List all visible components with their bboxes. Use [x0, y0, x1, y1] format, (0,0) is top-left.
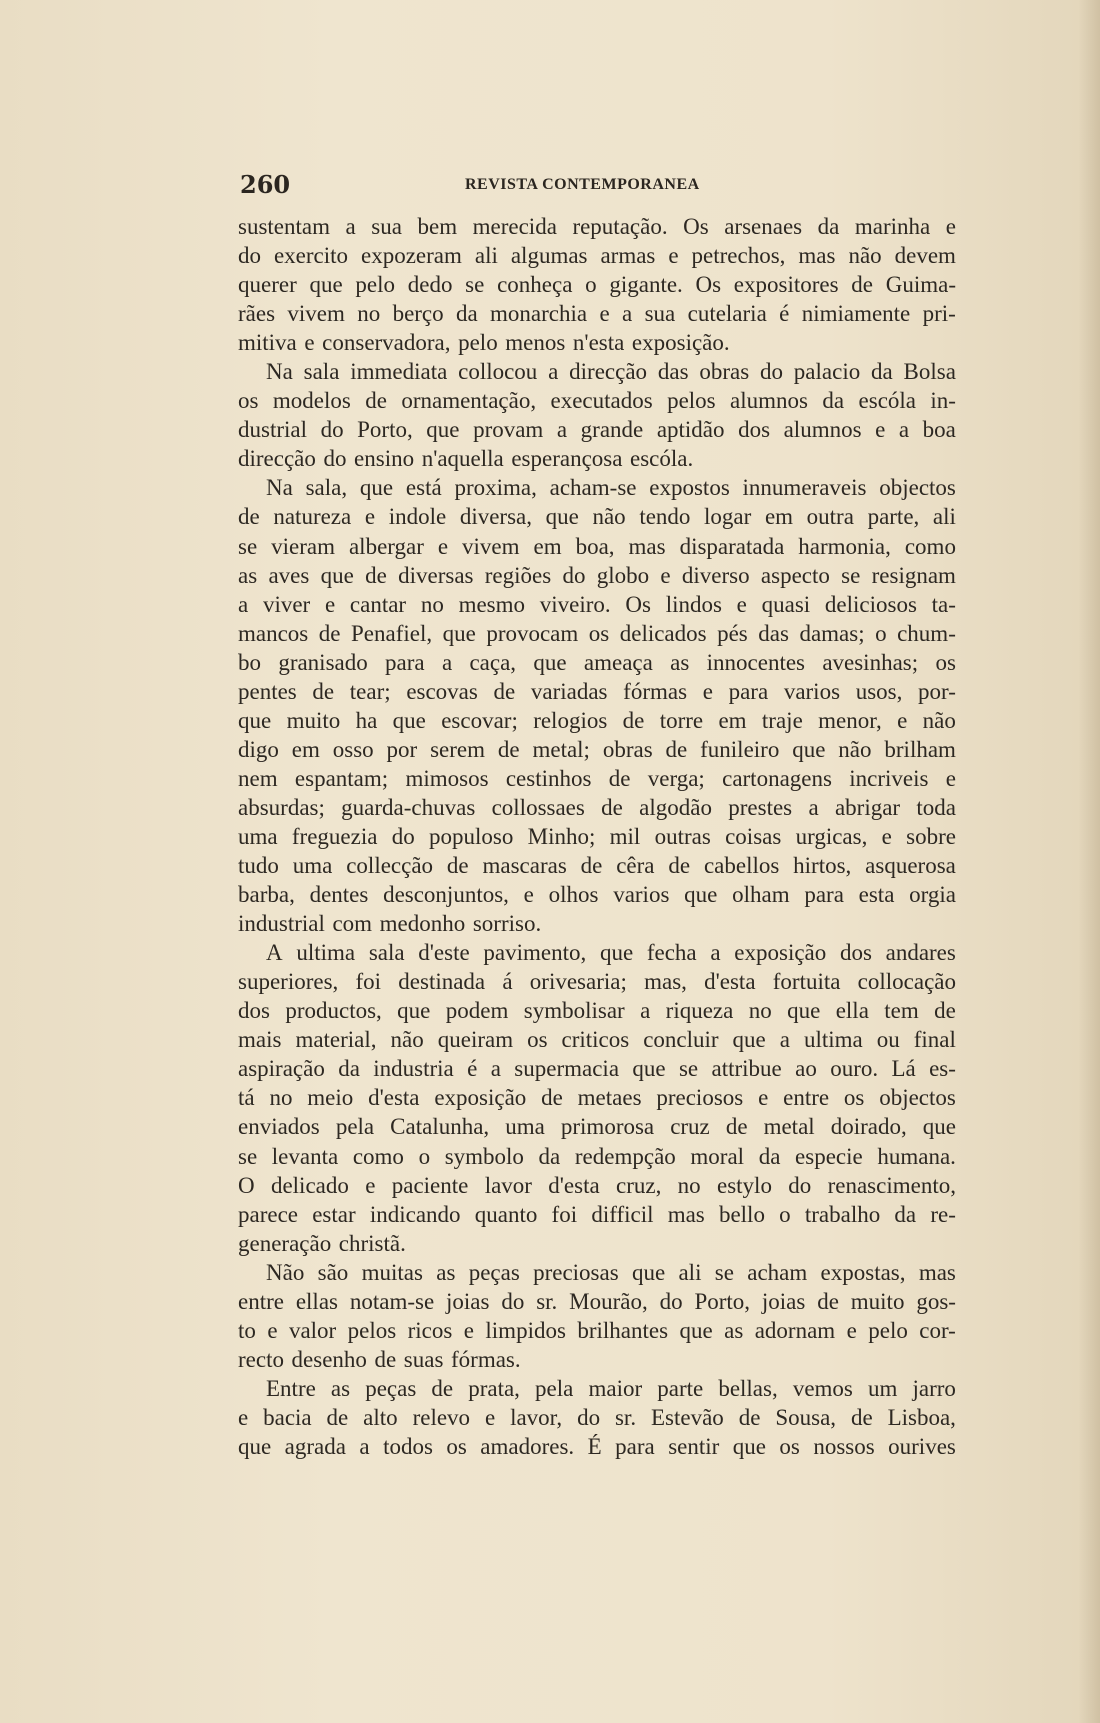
text-line: parece estar indicando quanto foi difficil mas bello o trabalho da re- — [238, 1201, 956, 1227]
text-line: direcção do ensino n'aquella esperançosa escóla. — [238, 446, 694, 472]
text-line: O delicado e paciente lavor d'esta cruz, no estylo do renascimento, — [238, 1172, 956, 1198]
text-line: bo granisado para a caça, que ameaça as innocentes avesinhas; os — [238, 649, 956, 675]
text-line: superiores, foi destinada á orivesaria; mas, d'esta fortuita collocação — [238, 969, 956, 995]
running-title: REVISTA CONTEMPORANEA — [465, 176, 700, 193]
text-line: tá no meio d'esta exposição de metaes preciosos e entre os objectos — [238, 1085, 956, 1111]
text-line: mancos de Penafiel, que provocam os delicados pés das damas; o chum- — [238, 620, 956, 646]
text-line: querer que pelo dedo se conheça o gigante. Os expositores de Guima- — [238, 272, 956, 298]
text-line: Na sala immediata collocou a direcção das obras do palacio da Bolsa — [266, 359, 956, 385]
text-line: os modelos de ornamentação, executados pelos alumnos da escóla in- — [238, 388, 956, 414]
body-text — [238, 212, 956, 1461]
text-line: generação christã. — [238, 1230, 406, 1256]
page-header — [240, 170, 956, 200]
text-line: uma freguezia do populoso Minho; mil outras coisas urgicas, e sobre — [238, 823, 956, 849]
text-line: a viver e cantar no mesmo viveiro. Os lindos e quasi deliciosos ta- — [238, 591, 956, 617]
text-line: as aves que de diversas regiões do globo e diverso aspecto se resignam — [238, 562, 956, 588]
text-line: dustrial do Porto, que provam a grande aptidão dos alumnos e a boa — [238, 417, 956, 443]
text-line: e bacia de alto relevo e lavor, do sr. Estevão de Sousa, de Lisboa, — [238, 1404, 956, 1430]
text-line: mitiva e conservadora, pelo menos n'esta exposição. — [238, 330, 730, 356]
text-line: de natureza e indole diversa, que não tendo logar em outra parte, ali — [238, 504, 956, 530]
text-line: que muito ha que escovar; relogios de torre em traje menor, e não — [238, 707, 956, 733]
text-line: industrial com medonho sorriso. — [238, 911, 542, 937]
text-line: mais material, não queiram os criticos concluir que a ultima ou final — [238, 1027, 956, 1053]
text-line: nem espantam; mimosos cestinhos de verga; cartonagens incriveis e — [238, 765, 956, 791]
page-number: 260 — [240, 170, 291, 199]
text-line: recto desenho de suas fórmas. — [238, 1346, 521, 1372]
text-line: Não são muitas as peças preciosas que ali se acham expostas, mas — [266, 1259, 956, 1285]
text-line: Na sala, que está proxima, acham-se expostos innumeraveis objectos — [266, 475, 956, 501]
text-line: sustentam a sua bem merecida reputação. Os arsenaes da marinha e — [238, 214, 956, 239]
text-line: rães vivem no berço da monarchia e a sua cutelaria é nimiamente pri- — [238, 301, 956, 327]
text-line: Entre as peças de prata, pela maior parte bellas, vemos um jarro — [266, 1375, 956, 1401]
text-line: tudo uma collecção de mascaras de cêra de cabellos hirtos, asquerosa — [238, 853, 956, 879]
text-line: to e valor pelos ricos e limpidos brilhantes que as adornam e pelo cor- — [238, 1317, 956, 1343]
page-edge-shadow — [1078, 0, 1100, 1723]
text-line: absurdas; guarda-chuvas collossaes de algodão prestes a abrigar toda — [238, 794, 956, 820]
text-line: se levanta como o symbolo da redempção moral da especie humana. — [238, 1143, 956, 1169]
text-line: pentes de tear; escovas de variadas fórmas e para varios usos, por- — [238, 678, 956, 704]
text-line: entre ellas notam-se joias do sr. Mourão, do Porto, joias de muito gos- — [238, 1288, 956, 1314]
text-line: digo em osso por serem de metal; obras de funileiro que não brilham — [238, 736, 956, 762]
text-line: que agrada a todos os amadores. É para sentir que os nossos ourives — [238, 1433, 956, 1459]
text-line: barba, dentes desconjuntos, e olhos varios que olham para esta orgia — [238, 882, 956, 908]
text-line: aspiração da industria é a supermacia que se attribue ao ouro. Lá es- — [238, 1056, 956, 1082]
text-line: dos productos, que podem symbolisar a riqueza no que ella tem de — [238, 998, 956, 1024]
text-line: do exercito expozeram ali algumas armas e petrechos, mas não devem — [238, 243, 956, 269]
text-line: A ultima sala d'este pavimento, que fecha a exposição dos andares — [266, 940, 956, 966]
text-line: enviados pela Catalunha, uma primorosa cruz de metal doirado, que — [238, 1114, 956, 1140]
text-line: se vieram albergar e vivem em boa, mas disparatada harmonia, como — [238, 533, 956, 559]
